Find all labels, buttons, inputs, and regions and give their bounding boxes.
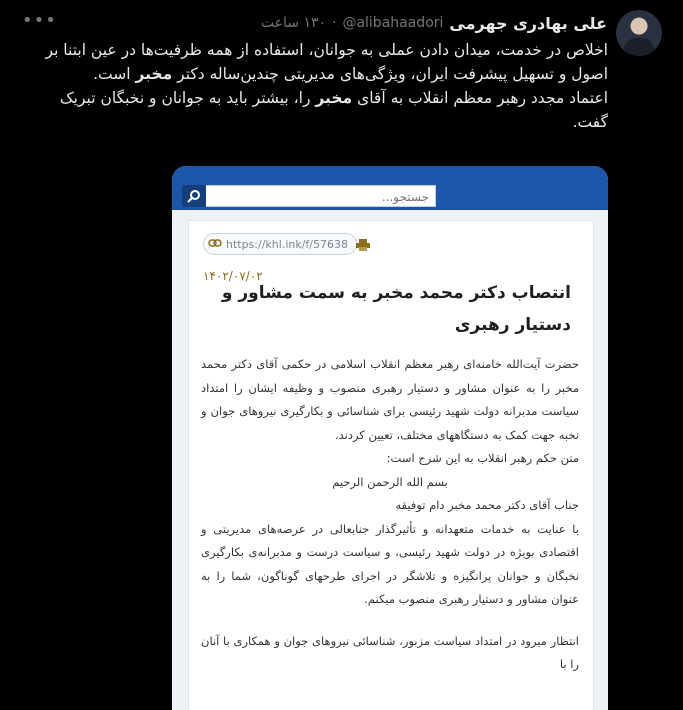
article-paragraph: انتظار میرود در امتداد سیاست مزبور، شناسائی نیروهای جوان و همکاری با آنان را با <box>201 633 579 671</box>
article-date: ۱۴۰۲/۰۷/۰۲ <box>203 269 263 283</box>
short-link[interactable]: https://khl.ink/f/57638 <box>203 233 357 255</box>
article-card <box>188 220 594 710</box>
article-area <box>172 210 608 710</box>
tweet-header <box>261 12 607 34</box>
article-body <box>201 353 579 677</box>
article-paragraph: متن حکم رهبر انقلاب به این شرح است: <box>386 451 579 465</box>
bismillah: بسم الله الرحمن الرحیم <box>332 474 448 489</box>
search-input[interactable] <box>183 187 435 207</box>
salutation: جناب آقای دکتر محمد مخبر دام توفیقه <box>395 498 579 512</box>
author-handle[interactable]: @alibahaadori <box>342 15 444 31</box>
tweet-time[interactable]: ۱۳۰ ساعت <box>260 15 326 31</box>
search-box[interactable] <box>182 185 436 207</box>
bold-name: مخبر <box>135 65 173 83</box>
print-icon[interactable] <box>356 236 370 248</box>
more-options-icon[interactable]: ••• <box>22 10 57 31</box>
separator-dot: · <box>332 15 337 31</box>
link-icon <box>208 238 222 251</box>
author-avatar[interactable] <box>616 10 662 56</box>
author-name[interactable]: علی بهادری جهرمی <box>449 13 607 33</box>
search-icon[interactable] <box>182 185 206 207</box>
article-paragraph: با عنایت به خدمات متعهدانه و تأثیرگذار جنابعالی در عرصه‌های مدیریتی و اقتصادی بویژه در دولت شهید رئیسی، و سیاست درست و مدبرانه‌ی بکارگیری نخبگان و جوانان پرانگیزه و تلاشگر در اجرای طرحهای گوناگون، شما را به عنوان مشاور و دستیار رهبری منصوب میکنم. <box>201 521 579 606</box>
tweet-text: اخلاص در خدمت، میدان دادن عملی به جوانان، استفاده از همه ظرفیت‌ها در عین ابتنا بر اصول و تسهیل پیشرفت ایران، ویژگی‌های مدیریتی چندین‌ساله دکتر مخبر است. اعتماد مجدد رهبر معظم انقلاب به آقای مخبر را، بیشتر باید به جوانان و نخبگان تبریک گفت. <box>45 41 608 131</box>
article-title: انتصاب دکتر محمد مخبر به سمت مشاور و دستیار رهبری <box>221 283 571 335</box>
tweet-media-image[interactable] <box>172 166 608 710</box>
site-header-bar <box>172 166 608 210</box>
article-paragraph: حضرت آیت‌الله خامنه‌ای رهبر معظم انقلاب اسلامی در حکمی آقای دکتر محمد مخبر را به عنوان مشاور و دستیار رهبری منصوب و وظیفه ایشان را امتداد سیاست مدبرانه دولت شهید رئیسی برای شناسائی و بکارگیری نیروهای جوان و نخبه جهت کمک به دستگاههای مختلف، تعیین کردند. <box>201 357 579 442</box>
bold-name: مخبر <box>315 89 353 107</box>
